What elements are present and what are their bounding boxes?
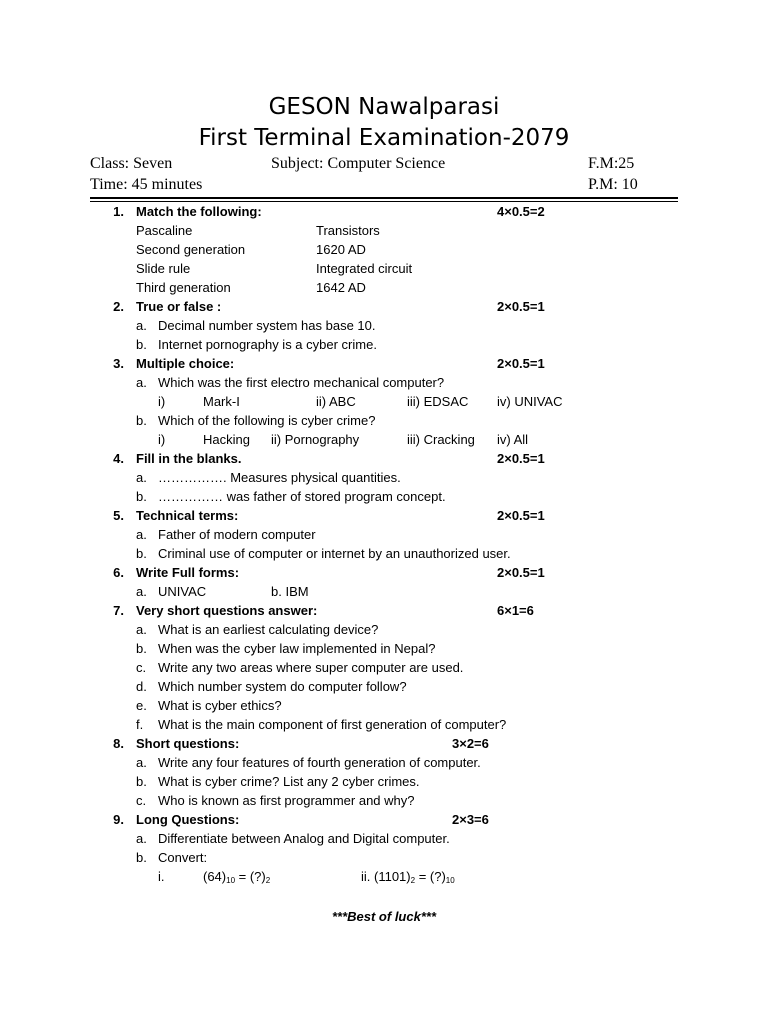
option-row xyxy=(0,392,768,411)
question-item xyxy=(0,582,768,601)
item-text: UNIVAC xyxy=(158,584,207,599)
question-item xyxy=(0,715,768,734)
item-text: Decimal number system has base 10. xyxy=(158,318,376,333)
conversion-2 xyxy=(361,867,455,886)
question-marks: 2×0.5=1 xyxy=(497,508,545,523)
question-title: Short questions: xyxy=(136,736,240,751)
pass-marks: P.M: 10 xyxy=(588,176,638,193)
item-text: Write any four features of fourth generation of computer. xyxy=(158,755,481,770)
item-label: a. xyxy=(136,375,147,390)
item-label: a. xyxy=(136,584,147,599)
question-item xyxy=(0,677,768,696)
match-pair xyxy=(0,221,768,240)
item-text: ……………. Measures physical quantities. xyxy=(158,470,401,485)
question-title: True or false : xyxy=(136,299,222,314)
time-label: Time: 45 minutes xyxy=(90,176,203,193)
question-item xyxy=(0,639,768,658)
question-item xyxy=(0,373,768,392)
question-heading xyxy=(0,563,768,582)
item-text: Which of the following is cyber crime? xyxy=(158,413,376,428)
subject-label: Subject: Computer Science xyxy=(271,155,446,172)
item-label: a. xyxy=(136,622,147,637)
question-marks: 3×2=6 xyxy=(452,736,489,751)
question-item xyxy=(0,696,768,715)
question-number: 2. xyxy=(113,299,124,314)
question-heading xyxy=(0,506,768,525)
question-heading xyxy=(0,354,768,373)
question-marks: 2×3=6 xyxy=(452,812,489,827)
question-title: Long Questions: xyxy=(136,812,240,827)
item-text: Which number system do computer follow? xyxy=(158,679,407,694)
question-title: Write Full forms: xyxy=(136,565,240,580)
full-marks: F.M:25 xyxy=(588,155,635,172)
item-label: a. xyxy=(136,527,147,542)
question-item xyxy=(0,848,768,867)
option: iv) All xyxy=(497,432,529,447)
match-left: Pascaline xyxy=(136,223,193,238)
item-label: b. xyxy=(136,641,147,656)
question-marks: 2×0.5=1 xyxy=(497,299,545,314)
item-label: b. xyxy=(136,774,147,789)
question-item xyxy=(0,487,768,506)
item-label: b. xyxy=(136,413,147,428)
item-text: b. IBM xyxy=(271,584,309,599)
question-marks: 6×1=6 xyxy=(497,603,534,618)
option-label: i) xyxy=(158,432,166,447)
item-text: What is an earliest calculating device? xyxy=(158,622,379,637)
item-text: What is cyber crime? List any 2 cyber crimes. xyxy=(158,774,420,789)
item-label: d. xyxy=(136,679,147,694)
match-left: Slide rule xyxy=(136,261,191,276)
base-subscript: 10 xyxy=(226,876,236,885)
question-heading xyxy=(0,601,768,620)
conversion-mid: = (?) xyxy=(235,869,266,884)
option: iii) Cracking xyxy=(407,432,475,447)
option: iv) UNIVAC xyxy=(497,394,563,409)
question-heading xyxy=(0,297,768,316)
question-item xyxy=(0,791,768,810)
item-label: i. xyxy=(158,869,165,884)
item-label: b. xyxy=(136,546,147,561)
item-label: c. xyxy=(136,793,147,808)
item-text: …………… was father of stored program concept. xyxy=(158,489,446,504)
match-right: Transistors xyxy=(316,223,380,238)
question-list xyxy=(0,202,768,886)
item-label: f. xyxy=(136,717,144,732)
question-item xyxy=(0,620,768,639)
item-text: Father of modern computer xyxy=(158,527,316,542)
class-label: Class: Seven xyxy=(90,155,173,172)
question-item xyxy=(0,316,768,335)
question-item xyxy=(0,411,768,430)
question-number: 4. xyxy=(113,451,124,466)
item-label: b. xyxy=(136,489,147,504)
header-rule-thick xyxy=(90,197,678,199)
match-pair xyxy=(0,259,768,278)
match-pair xyxy=(0,278,768,297)
exam-title: First Terminal Examination-2079 xyxy=(198,125,570,151)
item-text: Write any two areas where super computer are used. xyxy=(158,660,464,675)
item-label: a. xyxy=(136,755,147,770)
question-item xyxy=(0,658,768,677)
conversion-1 xyxy=(203,867,270,886)
item-label: a. xyxy=(136,318,147,333)
question-title: Technical terms: xyxy=(136,508,239,523)
item-text: Which was the first electro mechanical computer? xyxy=(158,375,445,390)
conversion-mid: = (?) xyxy=(415,869,446,884)
option-label: i) xyxy=(158,394,166,409)
question-number: 1. xyxy=(113,204,124,219)
item-text: What is cyber ethics? xyxy=(158,698,282,713)
question-number: 7. xyxy=(113,603,124,618)
question-number: 3. xyxy=(113,356,124,371)
question-number: 8. xyxy=(113,736,124,751)
base-subscript: 2 xyxy=(265,876,271,885)
question-heading xyxy=(0,449,768,468)
convert-row xyxy=(0,867,768,886)
conversion-value: (64) xyxy=(203,869,227,884)
question-title: Very short questions answer: xyxy=(136,603,318,618)
option: ii) ABC xyxy=(316,394,356,409)
match-left: Third generation xyxy=(136,280,231,295)
item-label: a. xyxy=(136,470,147,485)
match-right: 1642 AD xyxy=(316,280,366,295)
item-text: When was the cyber law implemented in Nepal? xyxy=(158,641,436,656)
match-right: Integrated circuit xyxy=(316,261,413,276)
item-label: b. xyxy=(136,850,147,865)
question-item xyxy=(0,335,768,354)
question-number: 9. xyxy=(113,812,124,827)
item-text: Differentiate between Analog and Digital computer. xyxy=(158,831,450,846)
question-heading xyxy=(0,810,768,829)
item-text: Internet pornography is a cyber crime. xyxy=(158,337,377,352)
match-pair xyxy=(0,240,768,259)
question-number: 6. xyxy=(113,565,124,580)
question-item xyxy=(0,829,768,848)
question-item xyxy=(0,468,768,487)
match-right: 1620 AD xyxy=(316,242,366,257)
question-item xyxy=(0,544,768,563)
option: Hacking xyxy=(203,432,250,447)
question-title: Multiple choice: xyxy=(136,356,235,371)
question-marks: 2×0.5=1 xyxy=(497,565,545,580)
item-text: Criminal use of computer or internet by an unauthorized user. xyxy=(158,546,511,561)
question-item xyxy=(0,525,768,544)
option: ii) Pornography xyxy=(271,432,360,447)
item-label: e. xyxy=(136,698,147,713)
question-marks: 2×0.5=1 xyxy=(497,356,545,371)
question-title: Fill in the blanks. xyxy=(136,451,242,466)
item-label: b. xyxy=(136,337,147,352)
item-text: What is the main component of first generation of computer? xyxy=(158,717,507,732)
base-subscript: 2 xyxy=(410,876,416,885)
question-marks: 4×0.5=2 xyxy=(497,204,545,219)
item-text: Convert: xyxy=(158,850,208,865)
item-label: a. xyxy=(136,831,147,846)
option: iii) EDSAC xyxy=(407,394,469,409)
question-heading xyxy=(0,202,768,221)
question-item xyxy=(0,772,768,791)
question-title: Match the following: xyxy=(136,204,262,219)
match-left: Second generation xyxy=(136,242,246,257)
item-label: c. xyxy=(136,660,147,675)
question-number: 5. xyxy=(113,508,124,523)
option-row xyxy=(0,430,768,449)
base-subscript: 10 xyxy=(445,876,455,885)
item-text: Who is known as first programmer and why? xyxy=(158,793,415,808)
conversion-value: ii. (1101) xyxy=(361,869,411,884)
option: Mark-I xyxy=(203,394,240,409)
question-item xyxy=(0,753,768,772)
question-heading xyxy=(0,734,768,753)
question-marks: 2×0.5=1 xyxy=(497,451,545,466)
closing-message: ***Best of luck*** xyxy=(331,909,437,924)
school-name: GESON Nawalparasi xyxy=(268,94,500,120)
